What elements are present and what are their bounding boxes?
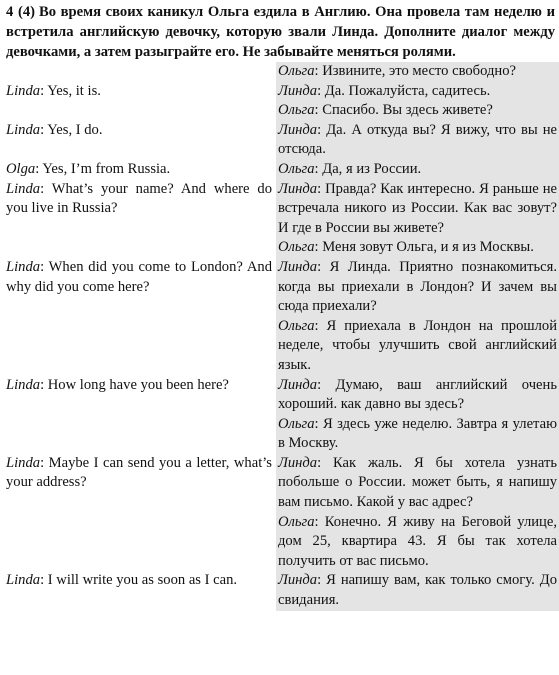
line-text: : When did you come to London? And why did you come here?: [6, 258, 272, 295]
line-text: : Yes, I do.: [40, 121, 103, 138]
speaker-name: Линда: [278, 121, 318, 138]
english-line: [6, 82, 272, 102]
line-text: : Я здесь уже неделю. Завтра я улетаю в Москву.: [278, 415, 557, 452]
speaker-name: Линда: [278, 454, 318, 471]
english-line: [6, 180, 272, 239]
english-line: [6, 513, 272, 572]
task-text: Во время своих каникул Ольга ездила в Англию. Она провела там неделю и встретила английскую девочку, которую звали Линда. Дополните диалог между девочками, а затем разыграйте его. Не забывайте меняться ролями.: [6, 4, 555, 60]
speaker-name: Ольга: [278, 513, 315, 530]
english-line: [6, 454, 272, 513]
speaker-name: Linda: [6, 454, 41, 471]
speaker-name: Ольга: [278, 102, 315, 119]
russian-line: [276, 238, 559, 258]
dialog-table: [6, 62, 555, 611]
line-text: : What’s your name? And where do you live in Russia?: [6, 180, 272, 217]
line-text: : Конечно. Я живу на Беговой улице, дом 25, квартира 43. Я бы так хотела получить от вас письмо.: [278, 513, 557, 569]
russian-line: [276, 571, 559, 610]
english-line: [6, 571, 272, 610]
english-line: [6, 258, 272, 317]
speaker-name: Линда: [278, 376, 318, 393]
russian-line: [276, 180, 559, 239]
line-text: : Yes, I’m from Russia.: [35, 160, 171, 177]
russian-line: [276, 62, 559, 82]
russian-line: [276, 317, 559, 376]
line-text: : How long have you been here?: [40, 376, 229, 393]
speaker-name: Линда: [278, 82, 318, 99]
task-number: 4 (4): [6, 4, 35, 20]
line-text: : Как жаль. Я бы хотела узнать побольше о России. может быть, я напишу вам письмо. Какой у вас адрес?: [278, 454, 557, 511]
speaker-name: Linda: [6, 82, 41, 99]
speaker-name: Linda: [6, 572, 41, 589]
english-line: [6, 415, 272, 454]
english-line: [6, 317, 272, 376]
english-line: [6, 62, 272, 82]
english-line: [6, 160, 272, 180]
line-text: : Спасибо. Вы здесь живете?: [314, 102, 493, 119]
line-text: : Правда? Как интересно. Я раньше не встречала никого из России. Как вас зовут? И где в России вы живете?: [278, 180, 557, 236]
russian-line: [276, 82, 559, 102]
speaker-name: Linda: [6, 121, 41, 138]
speaker-name: Linda: [6, 180, 41, 197]
russian-line: [276, 454, 559, 513]
russian-line: [276, 258, 559, 317]
russian-line: [276, 160, 559, 180]
speaker-name: Linda: [6, 258, 41, 275]
speaker-name: Linda: [6, 376, 41, 393]
english-line: [6, 121, 272, 160]
line-text: : Yes, it is.: [40, 82, 101, 99]
speaker-name: Ольга: [278, 239, 315, 256]
line-text: : I will write you as soon as I can.: [40, 572, 238, 589]
speaker-name: Ольга: [278, 63, 315, 79]
speaker-name: Ольга: [278, 160, 315, 177]
line-text: : Я приехала в Лондон на прошлой неделе, чтобы улучшить свой английский язык.: [278, 317, 557, 373]
speaker-name: Ольга: [278, 317, 315, 334]
russian-line: [276, 513, 559, 572]
line-text: : Я напишу вам, как только смогу. До свидания.: [278, 572, 557, 609]
line-text: : Думаю, ваш английский очень хороший. как давно вы здесь?: [278, 376, 557, 413]
line-text: : Я Линда. Приятно познакомиться. когда вы приехали в Лондон? И зачем вы сюда приехали?: [278, 258, 557, 315]
english-line: [6, 376, 272, 415]
speaker-name: Ольга: [278, 415, 315, 432]
speaker-name: Линда: [278, 258, 318, 275]
russian-line: [276, 121, 559, 160]
english-line: [6, 238, 272, 258]
line-text: : Да. А откуда вы? Я вижу, что вы не отсюда.: [278, 121, 557, 158]
line-text: : Меня зовут Ольга, и я из Москвы.: [314, 239, 534, 256]
russian-line: [276, 376, 559, 415]
line-text: : Да, я из России.: [314, 160, 422, 177]
line-text: : Да. Пожалуйста, садитесь.: [317, 82, 491, 99]
speaker-name: Линда: [278, 572, 318, 589]
speaker-name: Olga: [6, 160, 36, 177]
russian-line: [276, 101, 559, 121]
line-text: : Извините, это место свободно?: [314, 63, 516, 79]
russian-line: [276, 415, 559, 454]
english-line: [6, 101, 272, 121]
speaker-name: Линда: [278, 180, 318, 197]
line-text: : Maybe I can send you a letter, what’s your address?: [6, 454, 272, 491]
task-instruction: [6, 2, 555, 62]
